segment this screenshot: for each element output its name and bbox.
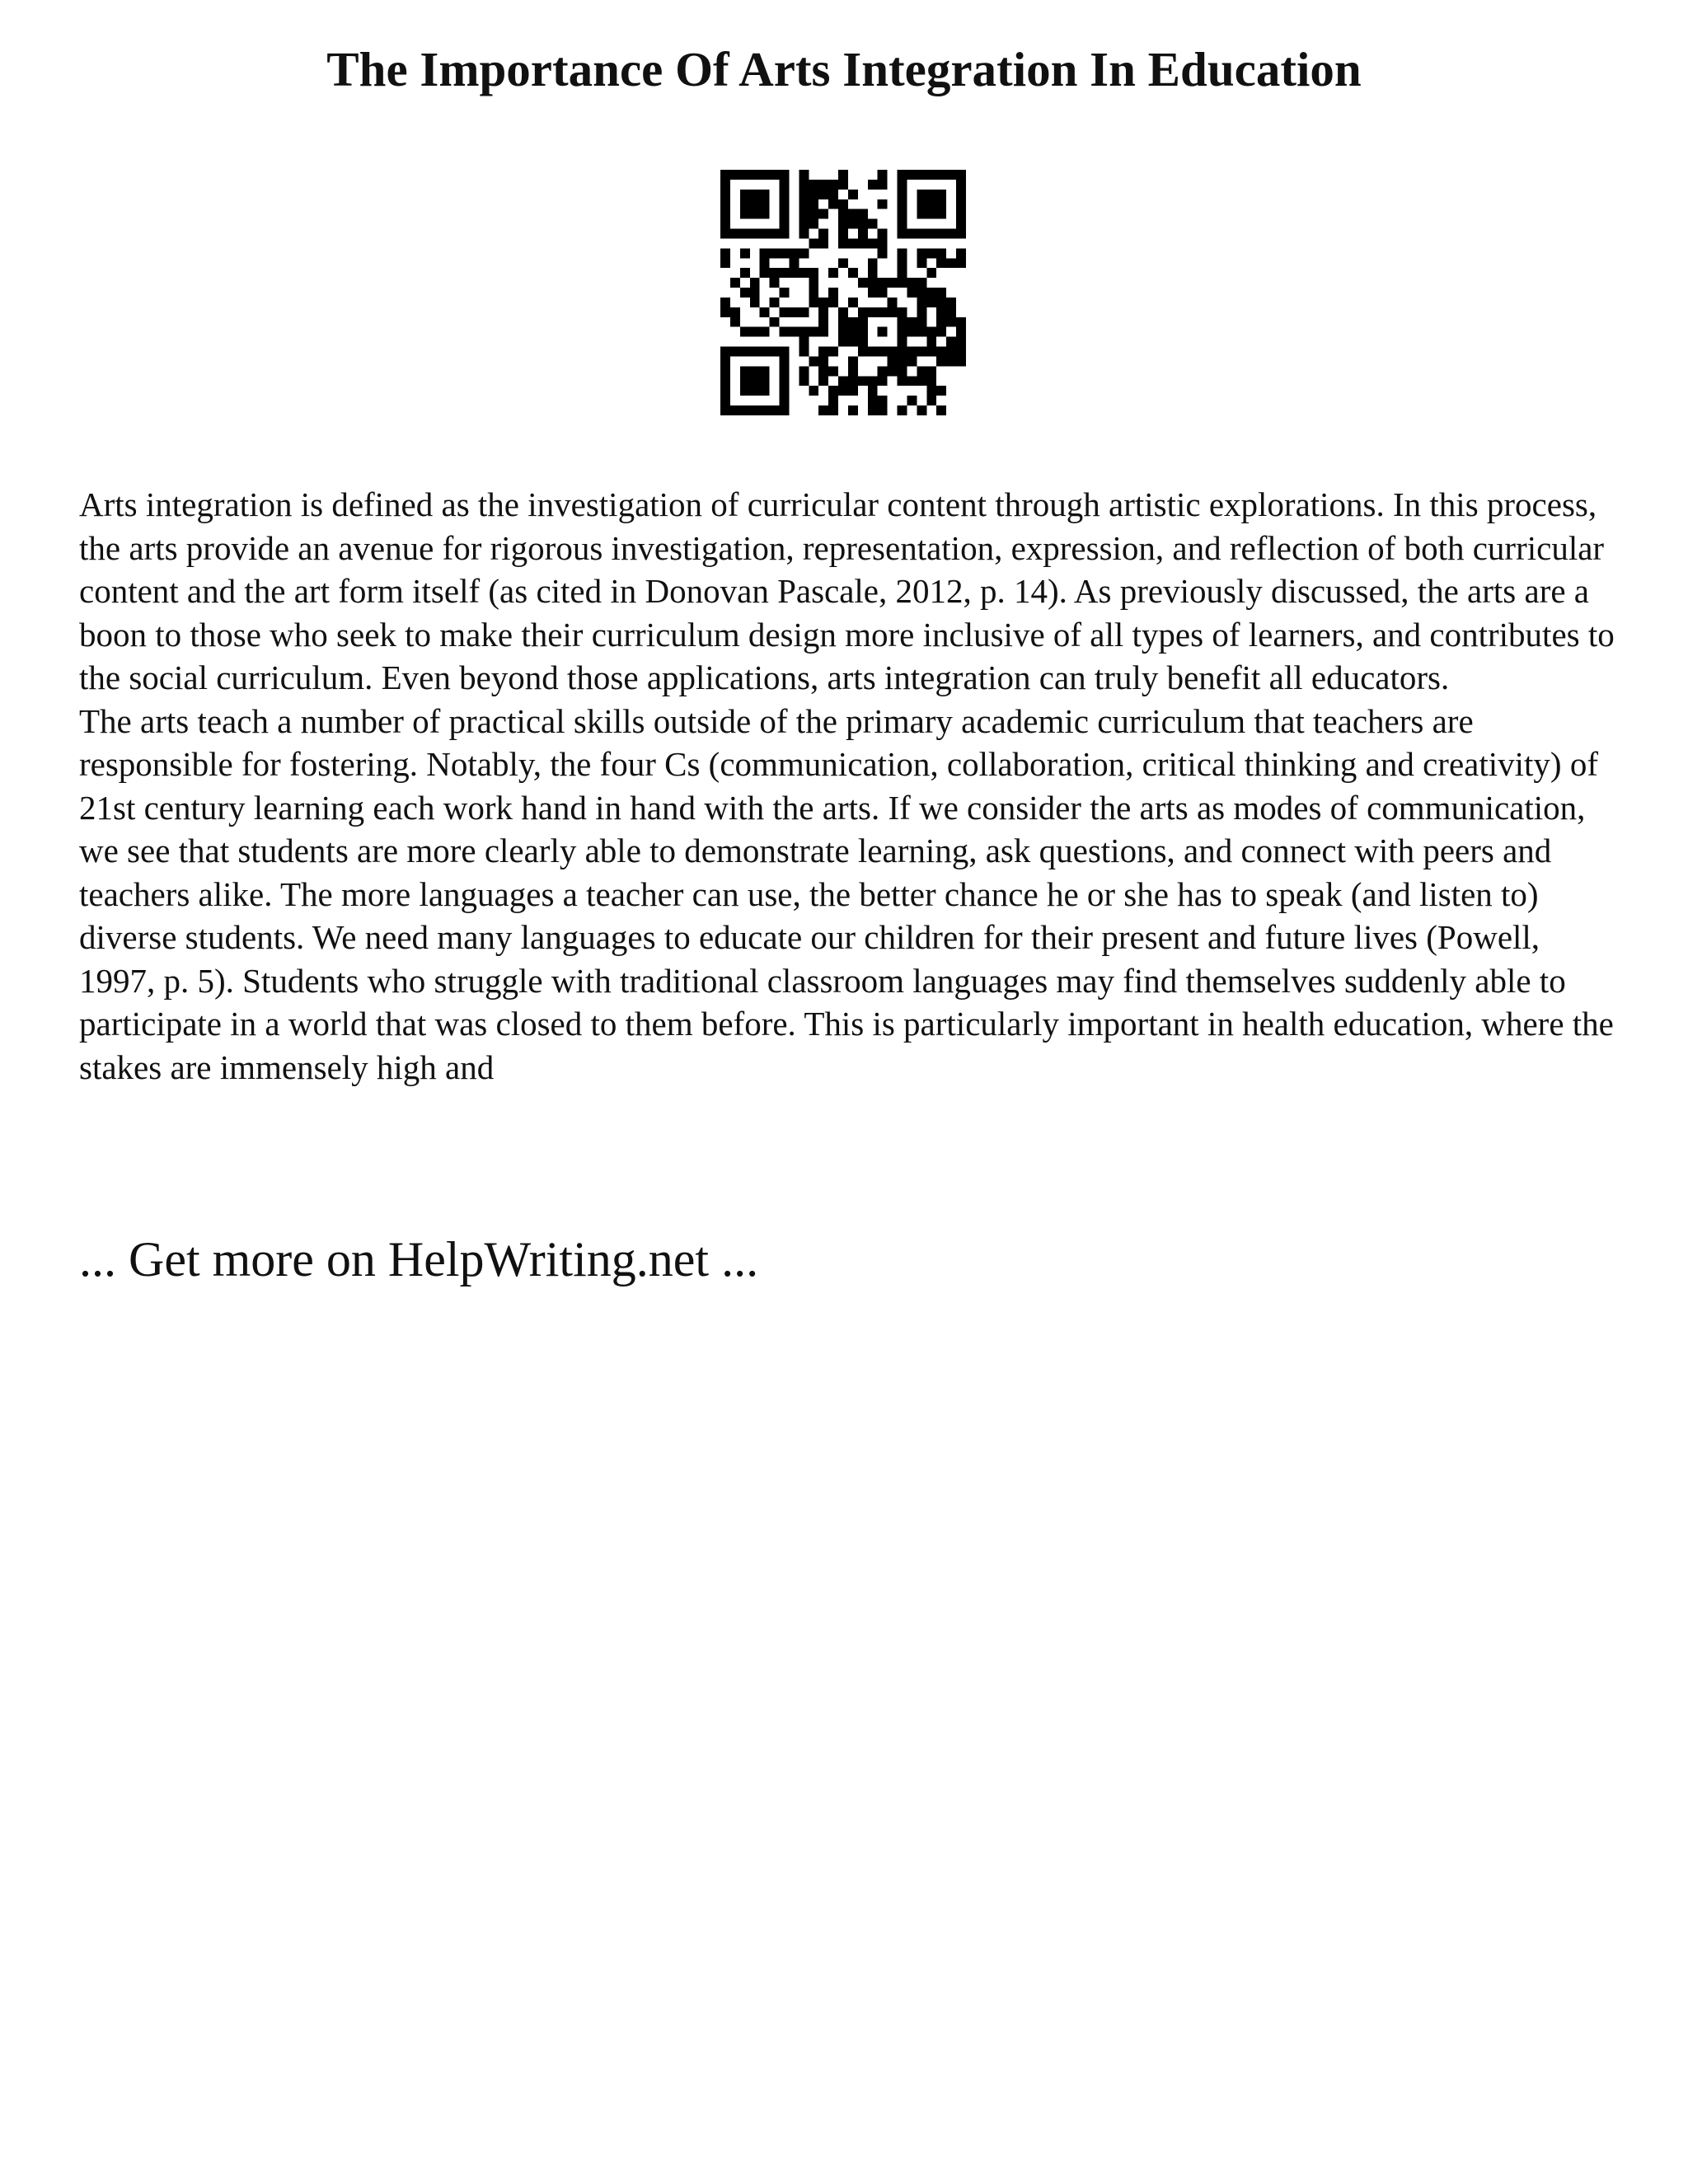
- qr-code-icon[interactable]: [720, 170, 966, 415]
- page-title: The Importance Of Arts Integration In Education: [326, 42, 1362, 96]
- paragraph-2: The arts teach a number of practical skills outside of the primary academic curriculum that teachers are responsible for fostering. Notably, the four Cs (communication, collaboration, critical thinking and creativity) of 21st century learning each work hand in hand with the arts. If we consider the arts as modes of communication, we see that students are more clearly able to demonstrate learning, ask questions, and connect with peers and teachers alike. The more languages a teacher can use, the better chance he or she has to speak (and listen to) diverse students. We need many languages to educate our children for their present and future lives (Powell, 1997, p. 5). Students who struggle with traditional classroom languages may find themselves suddenly able to participate in a world that was closed to them before. This is particularly important in health education, where the stakes are immensely high and: [79, 701, 1614, 1086]
- paragraph-1: Arts integration is defined as the investigation of curricular content through artistic explorations. In this process, the arts provide an avenue for rigorous investigation, representation, expression, and reflection of both curricular content and the art form itself (as cited in Donovan Pascale, 2012, p. 14). As previously discussed, the arts are a boon to those who seek to make their curriculum design more inclusive of all types of learners, and contributes to the social curriculum. Even beyond those applications, arts integration can truly benefit all educators.: [79, 485, 1615, 696]
- get-more-link[interactable]: ... Get more on HelpWriting.net ...: [79, 1232, 759, 1286]
- qr-code-graphic: [720, 170, 966, 415]
- article-body: [79, 483, 1620, 1089]
